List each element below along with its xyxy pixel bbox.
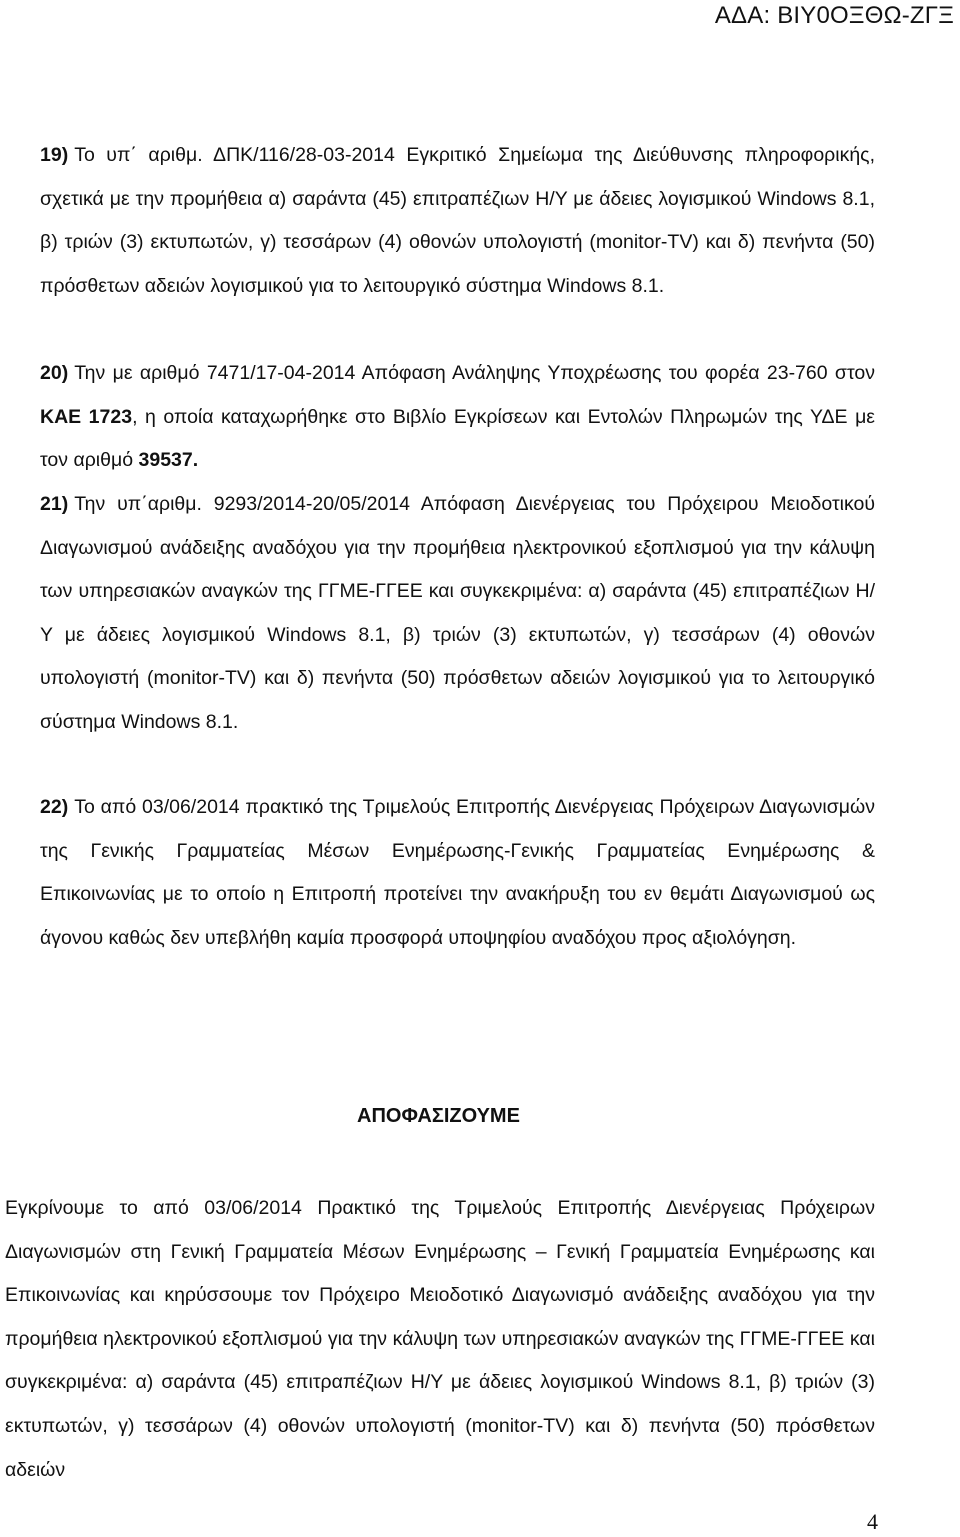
document-code: ΑΔΑ: ΒΙΥ0ΟΞΘΩ-ΖΓΞ (714, 2, 954, 29)
item-21 (40, 483, 875, 745)
registration-number: 39537. (138, 449, 199, 472)
item-number: 19) (40, 144, 69, 166)
item-19 (40, 134, 875, 308)
decision-heading: ΑΠΟΦΑΣΙΖΟΥΜΕ (357, 1105, 520, 1127)
item-number: 21) (40, 493, 69, 515)
item-20 (40, 352, 875, 483)
decision-text: Εγκρίνουμε το από 03/06/2014 Πρακτικό της Τριμελούς Επιτροπής Διενέργειας Πρόχειρων Διαγωνισμών στη Γενική Γραμματεία Μέσων Ενημέρωσης – Γενική Γραμματεία Ενημέρωσης και Επικοινωνίας και κηρύσσουμε τον Πρόχειρο Μειοδοτικό Διαγωνισμό ανάδειξης αναδόχου για την προμήθεια ηλεκτρονικού εξοπλισμού για την κάλυψη των υπηρεσιακών αναγκών της ΓΓΜΕ-ΓΓΕΕ και συγκεκριμένα: α) σαράντα (45) επιτραπέζιων Η/Υ με άδειες λογισμικού Windows 8.1, β) τριών (3) εκτυπωτών, γ) τεσσάρων (4) οθονών υπολογιστή (monitor-TV) και δ) πενήντα (50) πρόσθετων αδειών (5, 1197, 875, 1481)
item-number: 20) (40, 362, 69, 384)
item-text: Την υπ΄αριθμ. 9293/2014-20/05/2014 Απόφαση Διενέργειας του Πρόχειρου Μειοδοτικού Διαγωνισμού ανάδειξης αναδόχου για την προμήθεια ηλεκτρονικού εξοπλισμού για την κάλυψη των υπηρεσιακών αναγκών της ΓΓΜΕ-ΓΓΕΕ και συγκεκριμένα: α) σαράντα (45) επιτραπέζιων Η/Υ με άδειες λογισμικού Windows 8.1, β) τριών (3) εκτυπωτών, γ) τεσσάρων (4) οθονών υπολογιστή (monitor-TV) και δ) πενήντα (50) πρόσθετων αδειών λογισμικού για το λειτουργικό σύστημα Windows 8.1. (40, 493, 875, 733)
item-text: , η οποία καταχωρήθηκε στο Βιβλίο Εγκρίσεων και Εντολών Πληρωμών της ΥΔΕ με τον αριθμό (40, 405, 875, 472)
page-number: 4 (867, 1509, 878, 1534)
item-text: Το υπ΄ αριθμ. ΔΠΚ/116/28-03-2014 Εγκριτικό Σημείωμα της Διεύθυνσης πληροφορικής, σχετικά με την προμήθεια α) σαράντα (45) επιτραπέζιων Η/Υ με άδειες λογισμικού Windows 8.1, β) τριών (3) εκτυπωτών, γ) τεσσάρων (4) οθονών υπολογιστή (monitor-TV) και δ) πενήντα (50) πρόσθετων αδειών λογισμικού για το λειτουργικό σύστημα Windows 8.1. (40, 144, 875, 297)
item-text: Το από 03/06/2014 πρακτικό της Τριμελούς Επιτροπής Διενέργειας Πρόχειρων Διαγωνισμών της Γενικής Γραμματείας Μέσων Ενημέρωσης-Γενικής Γραμματείας Ενημέρωσης & Επικοινωνίας με το οποίο η Επιτροπή προτείνει την ανακήρυξη του εν θεμάτι Διαγωνισμού ως άγονου καθώς δεν υπεβλήθη καμία προσφορά υποψηφίου αναδόχου προς αξιολόγηση. (40, 796, 875, 949)
kae-code: ΚΑΕ 1723 (40, 405, 133, 428)
item-22 (40, 786, 875, 960)
item-text: Την με αριθμό 7471/17-04-2014 Απόφαση Ανάληψης Υποχρέωσης του φορέα 23-760 στον (74, 362, 875, 384)
item-number: 22) (40, 796, 69, 818)
